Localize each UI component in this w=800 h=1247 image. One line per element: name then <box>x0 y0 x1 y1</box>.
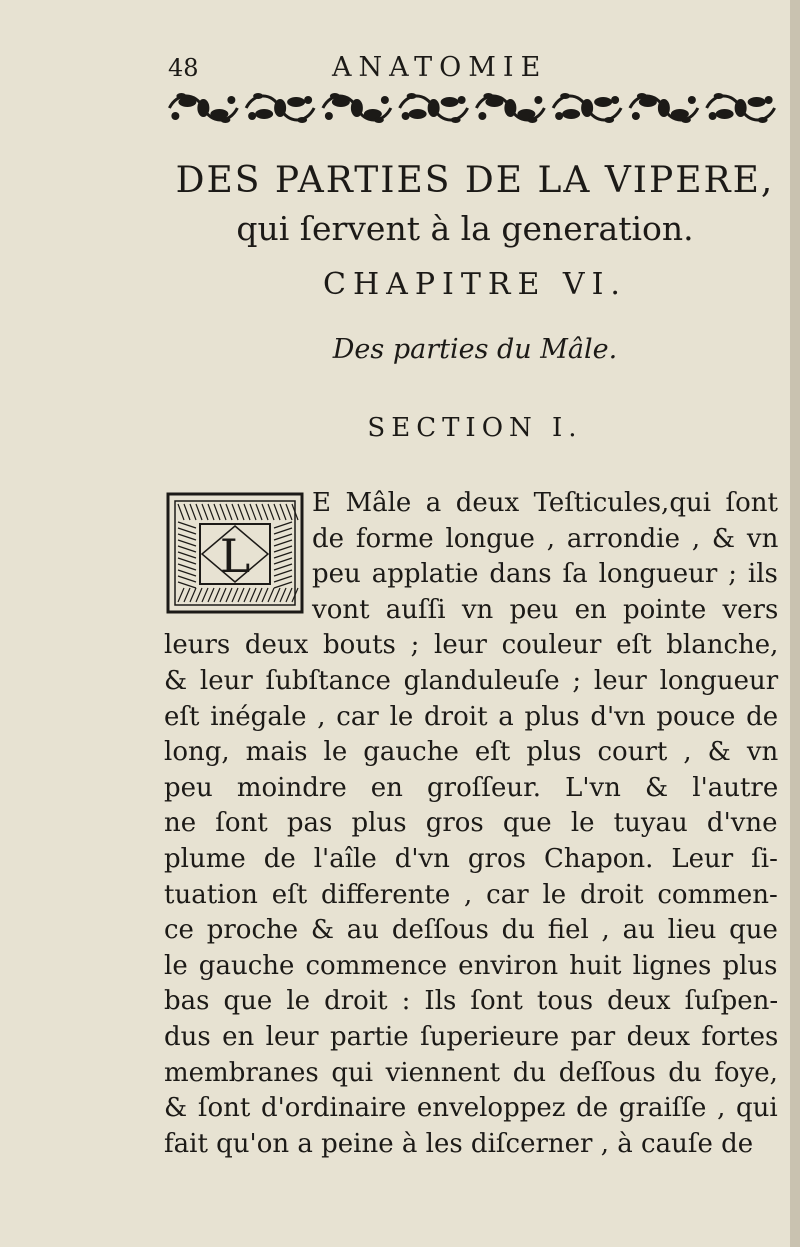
main-title: DES PARTIES DE LA VIPERE, <box>175 160 775 201</box>
running-head <box>168 50 780 86</box>
section-heading: SECTION I. <box>367 413 583 443</box>
body-line: peu applatie dans ſa longueur ; ils <box>312 559 778 590</box>
ornament-motif <box>630 93 698 123</box>
body-line: & ſont d'ordinaire enveloppez de graiſſe , qui <box>164 1093 778 1124</box>
running-title: ANATOMIE <box>332 52 548 83</box>
body-line: long, mais le gauche eſt plus court , & vn <box>164 737 779 768</box>
subtitle: qui ſervent à la generation. <box>236 209 694 248</box>
chapter-subject: Des parties du Mâle. <box>332 334 618 365</box>
ornament-band <box>165 88 779 128</box>
ornament-motif <box>707 93 775 123</box>
body-line: de forme longue , arrondie , & vn <box>312 523 779 554</box>
body-line: plume de l'aîle d'vn gros Chapon. Leur ſi- <box>164 844 778 874</box>
body-line: E Mâle a deux Teſticules,qui ſont <box>312 488 778 518</box>
page-edge <box>790 0 800 1247</box>
ornament-motif <box>400 93 468 123</box>
body-line: ne ſont pas plus gros que le tuyau d'vne <box>164 808 778 839</box>
ornament-motif <box>323 93 391 123</box>
page-number: 48 <box>168 54 199 82</box>
body-line: peu moindre en groſſeur. L'vn & l'autre <box>164 772 779 803</box>
body-line: vont auſſi vn peu en pointe vers <box>312 594 779 625</box>
body-line: le gauche commence environ huit lignes plus <box>164 950 778 981</box>
body-line: bas que le droit : Ils ſont tous deux ſuſpen- <box>164 986 779 1017</box>
body-line: leurs deux bouts ; leur couleur eſt blanche, <box>164 630 779 661</box>
ornament-motif <box>246 93 314 123</box>
body-line: membranes qui viennent du deſſous du foye, <box>164 1057 778 1088</box>
body-line: dus en leur partie ſuperieure par deux fortes <box>164 1022 779 1052</box>
chapter-heading: CHAPITRE VI. <box>323 267 627 302</box>
body-line: eſt inégale , car le droit a plus d'vn pouce de <box>164 701 779 732</box>
drop-cap-ornament <box>166 492 306 616</box>
drop-cap-letter: L <box>219 529 251 583</box>
body-line: ce proche & au deſſous du fiel , au lieu que <box>164 915 778 946</box>
ornament-motif <box>476 93 544 123</box>
body-line: tuation eſt differente , car le droit commen- <box>164 879 778 910</box>
ornament-motif <box>169 93 237 123</box>
body-line: & leur ſubſtance glanduleuſe ; leur longueur <box>164 666 779 696</box>
ornament-motif <box>553 93 621 123</box>
body-line: fait qu'on a peine à les diſcerner , à cauſe de <box>164 1128 754 1159</box>
